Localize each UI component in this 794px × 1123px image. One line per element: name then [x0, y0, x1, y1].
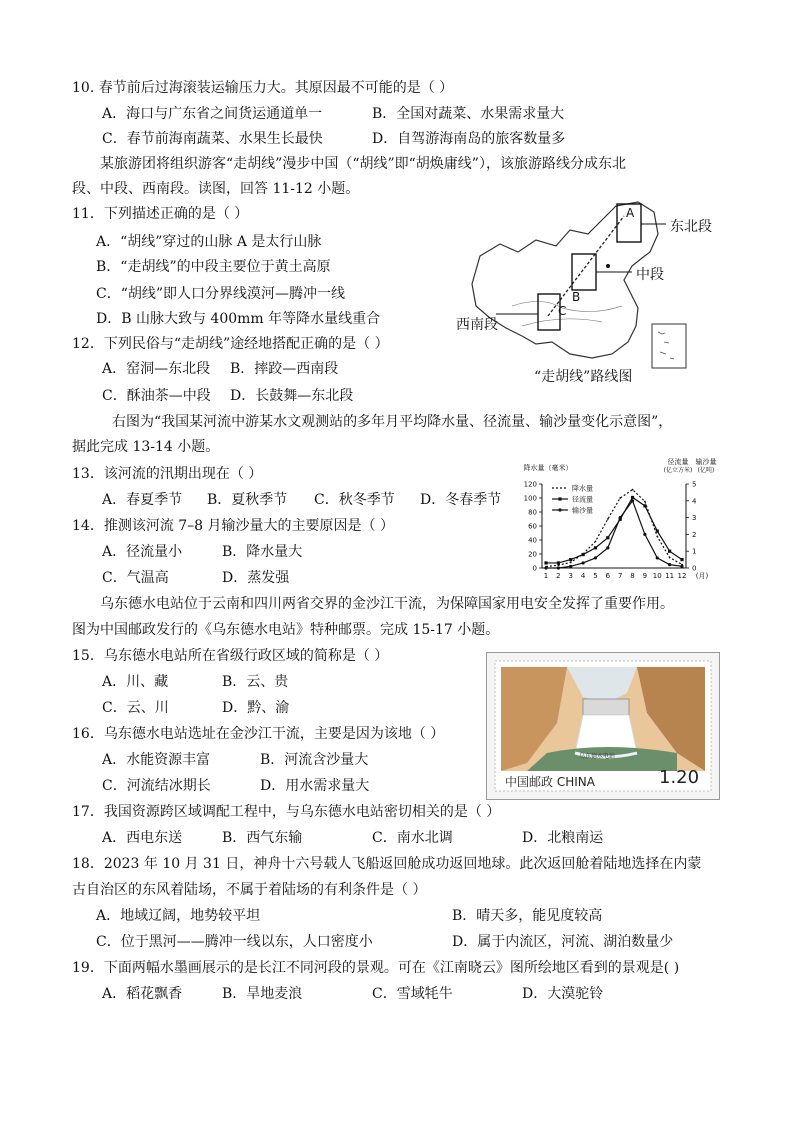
q18-option-d: D．属于内流区，河流、湖泊数量少	[452, 934, 674, 950]
chart-point	[669, 557, 671, 559]
chart-point	[644, 501, 646, 503]
chart-point	[557, 564, 559, 566]
q13-option-d: D．冬春季节	[420, 492, 502, 508]
chart-x-tick-label: 10	[652, 572, 662, 580]
q16-option-c: C．河流结冰期长	[102, 778, 211, 794]
q11-option-a: A．“胡线”穿过的山脉 A 是太行山脉	[96, 234, 322, 250]
intro-13-14-line1: 右图为“我国某河流中游某水文观测站的多年月平均降水量、径流量、输沙量变化示意图”，	[112, 414, 673, 430]
q14-stem: 14．推测该河流 7–8 月输沙量大的主要原因是（ ）	[72, 518, 394, 534]
q10-option-b: B．全国对蔬菜、水果需求量大	[372, 106, 565, 122]
chart-point	[606, 546, 609, 549]
q15-option-c: C．云、川	[102, 700, 169, 716]
chart-x-tick-label: 2	[556, 572, 561, 580]
chart-point	[668, 550, 671, 553]
q13-stem: 13．该河流的汛期出现在（ ）	[72, 466, 263, 482]
chart-right-axis-label-2-unit: (亿吨)	[697, 467, 715, 474]
chart-x-tick-label: 1	[543, 572, 549, 580]
q17-option-b: B．西气东输	[222, 830, 303, 846]
q12-option-b: B．摔跤—西南段	[230, 361, 339, 377]
chart-left-tick-label: 40	[528, 536, 537, 545]
q18-stem-line2: 古自治区的东风着陆场，不属于着陆场的有利条件是（ ）	[72, 882, 427, 898]
q12-option-a: A．窑洞—东北段	[102, 361, 211, 377]
chart-legend-marker	[558, 508, 561, 511]
q12-option-d: D．长鼓舞—东北段	[230, 388, 354, 404]
q19-option-d: D．大漠驼铃	[522, 986, 604, 1002]
q11-option-c: C．“胡线”即人口分界线漠河—腾冲一线	[96, 286, 346, 302]
chart-point	[631, 499, 634, 502]
map-label-southwest: 西南段	[456, 317, 498, 333]
hydrology-chart-svg	[516, 456, 724, 586]
q15-option-a: A．川、藏	[102, 674, 169, 690]
stamp-small-title: 乌东德水电站	[579, 753, 616, 760]
chart-point	[544, 561, 547, 564]
chart-series-line-2	[546, 501, 682, 568]
q13-option-a: A．春夏季节	[102, 492, 183, 508]
chart-x-tick-label: 12	[677, 572, 687, 580]
chart-x-tick-label: 6	[605, 572, 611, 580]
stamp-figure	[486, 652, 720, 800]
chart-point	[595, 541, 597, 543]
chart-x-tick-label: 5	[593, 572, 598, 580]
chart-right-axis-label-1: 径流量	[667, 458, 689, 466]
stamp-value: 1.20	[659, 767, 700, 788]
q16-option-d: D．用水需求量大	[260, 778, 370, 794]
chart-point	[619, 516, 622, 519]
chart-x-tick-label: 3	[568, 572, 573, 580]
chart-point	[594, 546, 597, 549]
intro-11-12-line1: 某旅游团将组织游客“走胡线”漫步中国（“胡线”即“胡焕庸线”），该旅游路线分成东北	[100, 156, 626, 172]
chart-point	[594, 556, 597, 559]
map-mark-c: C	[558, 304, 567, 318]
q12-stem: 12．下列民俗与“走胡线”途经地搭配正确的是（ ）	[72, 336, 389, 352]
chart-legend-marker	[558, 497, 561, 500]
chart-point	[569, 565, 572, 568]
map-caption: “走胡线”路线图	[534, 369, 633, 385]
chart-point	[656, 529, 659, 532]
chart-left-tick-label: 80	[528, 508, 537, 517]
map-label-middle: 中段	[636, 267, 664, 283]
chart-left-tick-label: 100	[523, 494, 537, 503]
q18-option-a: A．地域辽阔，地势较平坦	[96, 908, 261, 924]
q14-option-a: A．径流量小	[102, 544, 183, 560]
chart-right-tick-label: 0	[692, 564, 697, 573]
chart-point	[632, 489, 634, 491]
chart-right-tick-label: 5	[692, 480, 697, 489]
q17-stem: 17．我国资源跨区域调配工程中，与乌东德水电站密切相关的是（ ）	[72, 804, 501, 820]
chart-point	[581, 553, 584, 556]
q11-stem: 11．下列描述正确的是（ ）	[72, 206, 249, 222]
q15-stem: 15．乌东德水电站所在省级行政区域的简称是（ ）	[72, 648, 389, 664]
q12-option-c: C．酥油茶—中段	[102, 388, 211, 404]
q16-stem: 16．乌东德水电站选址在金沙江干流，主要是因为该地（ ）	[72, 726, 445, 742]
q15-option-d: D．黔、渝	[222, 700, 290, 716]
q18-stem-line1: 18．2023 年 10 月 31 日，神舟十六号载人飞船返回舱成功返回地球。此次返回舱着陆地选择在内蒙	[72, 856, 702, 872]
q16-option-a: A．水能资源丰富	[102, 752, 211, 768]
q17-option-d: D．北粮南运	[522, 830, 604, 846]
intro-13-14-line2: 据此完成 13-14 小题。	[72, 439, 220, 455]
q19-option-c: C．雪域牦牛	[372, 986, 453, 1002]
chart-point	[680, 558, 683, 561]
chart-right-axis-label-2: 输沙量	[695, 458, 717, 466]
chart-right-tick-label: 1	[692, 547, 697, 556]
chart-x-tick-label: 7	[617, 572, 623, 580]
chart-point	[606, 536, 609, 539]
q13-option-b: B．夏秋季节	[207, 492, 288, 508]
chart-left-tick-label: 0	[532, 564, 537, 573]
chart-right-tick-label: 2	[692, 530, 697, 539]
q18-option-c: C．位于黑河——腾冲一线以东，人口密度小	[96, 934, 373, 950]
q16-option-b: B．河流含沙量大	[260, 752, 369, 768]
q19-stem: 19．下面两幅水墨画展示的是长江不同河段的景观。可在《江南晓云》图所绘地区看到的景观是( )	[72, 960, 680, 976]
q14-option-c: C．气温高	[102, 570, 169, 586]
hydrology-chart	[516, 456, 724, 586]
q14-option-b: B．降水量大	[222, 544, 303, 560]
chart-x-tick-label: 11	[665, 572, 675, 580]
chart-point	[680, 565, 683, 568]
chart-right-tick-label: 4	[692, 497, 697, 506]
chart-left-axis-label: 降水量（毫米）	[523, 464, 573, 472]
chart-left-tick-label: 120	[523, 480, 537, 489]
chart-point	[544, 566, 547, 569]
q14-option-d: D．蒸发强	[222, 570, 290, 586]
chart-x-tick-label: 4	[580, 572, 586, 580]
chart-point	[631, 496, 634, 499]
map-label-northeast: 东北段	[670, 219, 712, 235]
chart-point	[557, 566, 560, 569]
q10-stem: 10. 春节前后过海滚装运输压力大。其原因最不可能的是（ ）	[72, 80, 454, 96]
chart-point	[570, 562, 572, 564]
q18-option-b: B．晴天多，能见度较高	[452, 908, 603, 924]
chart-left-tick-label: 60	[528, 522, 537, 531]
map-mark-a: A	[626, 206, 635, 220]
stamp-brand: 中国邮政 CHINA	[505, 775, 595, 789]
chart-point	[581, 561, 584, 564]
chart-legend-label: 输沙量	[572, 506, 593, 515]
chart-point	[643, 533, 646, 536]
q10-option-c: C．春节前海南蔬菜、水果生长最快	[102, 131, 323, 147]
q13-option-c: C．秋冬季节	[314, 492, 395, 508]
q10-option-a: A．海口与广东省之间货运通道单一	[102, 106, 323, 122]
chart-x-axis-label: (月)	[695, 572, 709, 580]
q11-option-b: B．“走胡线”的中段主要位于黄土高原	[96, 259, 331, 275]
q15-option-b: B．云、贵	[222, 674, 289, 690]
chart-point	[557, 561, 560, 564]
chart-x-tick-label: 8	[630, 572, 635, 580]
chart-legend-label: 降水量	[572, 484, 593, 493]
map-mark-b: B	[572, 290, 581, 304]
intro-11-12-line2: 段、中段、西南段。读图，回答 11-12 小题。	[72, 181, 360, 197]
chart-point	[569, 558, 572, 561]
chart-right-tick-label: 3	[692, 514, 697, 523]
q17-option-c: C．南水北调	[372, 830, 453, 846]
chart-point	[656, 536, 658, 538]
intro-15-17-line1: 乌东德水电站位于云南和四川两省交界的金沙江干流，为保障国家用电安全发挥了重要作用。	[100, 596, 674, 612]
q19-option-b: B．旱地麦浪	[222, 986, 303, 1002]
chart-series-line-1	[546, 497, 682, 563]
chart-point	[656, 556, 659, 559]
chart-point	[607, 518, 609, 520]
q17-option-a: A．西电东送	[102, 830, 183, 846]
chart-point	[643, 504, 646, 507]
intro-15-17-line2: 图为中国邮政发行的《乌东德水电站》特种邮票。完成 15-17 小题。	[72, 622, 500, 638]
chart-point	[668, 563, 671, 566]
chart-x-tick-label: 9	[642, 572, 648, 580]
route-map-figure	[452, 196, 718, 386]
q19-option-a: A．稻花飘香	[102, 986, 183, 1002]
chart-left-tick-label: 20	[528, 550, 537, 559]
chart-right-axis-label-1-unit: (亿立方米)	[663, 467, 693, 474]
q11-option-d: D．B 山脉大致与 400mm 年等降水量线重合	[96, 311, 381, 327]
chart-point	[619, 497, 621, 499]
chart-legend-label: 径流量	[572, 495, 593, 504]
q10-option-d: D．自驾游海南岛的旅客数量多	[372, 131, 566, 147]
